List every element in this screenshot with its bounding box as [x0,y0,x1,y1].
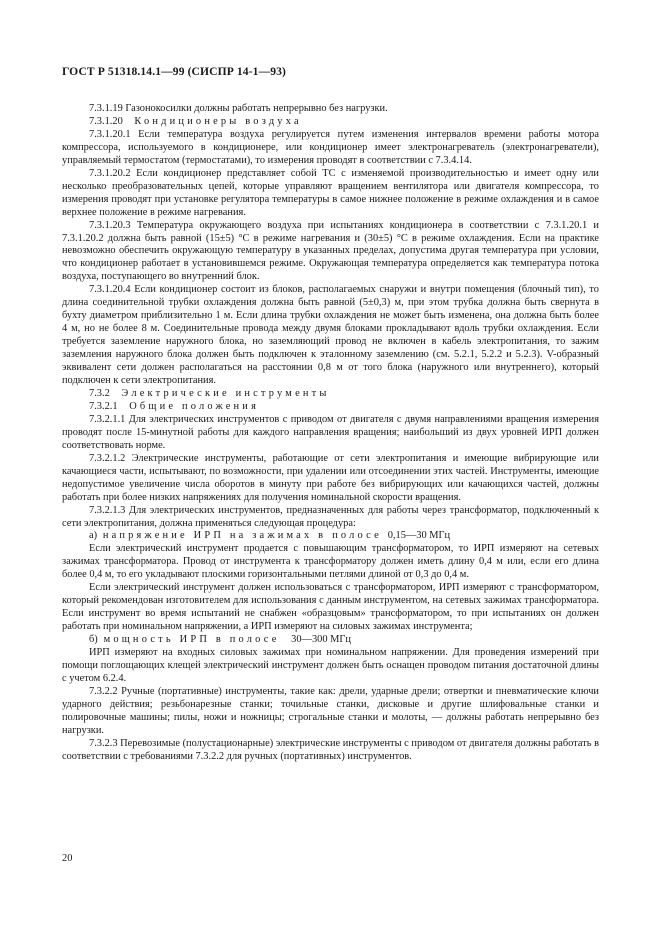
heading-number: 7.3.2 [89,387,110,399]
paragraph-7-3-1-19: 7.3.1.19 Газонокосилки должны работать непрерывно без нагрузки. [89,103,388,114]
list-heading-text: напряжение ИРП на зажимах в полосе [102,530,382,542]
paragraph-7-3-1-20-1: 7.3.1.20.1 Если температура воздуха регулируется путем изменения интервалов времени работы мотора компрессора, используемого в кондиционере, или кондиционер имеет электронагреватель (электронагреватели), управляемый термостатом (термостатами), то измерения проводят в соответствии с 7.3.4.14. [62,128,599,166]
paragraph-absorbing-clamp: ИРП измеряют на входных силовых зажимах при номинальном напряжении. Для проведения измерений при помощи поглощающих клещей электрический инструмент должен быть оснащен проводом питания достаточной длины с учетом 6.2.4. [62,647,599,684]
frequency-band: 30—300 МГц [291,634,351,646]
heading-text: Общие положения [129,400,260,412]
paragraph-7-3-2-1-1: 7.3.2.1.1 Для электрических инструментов с приводом от двигателя с двумя направлениями вращения измерения проводят после 15-минутной работы для каждого направления вращения; наибольший из двух уровней ИРП должен соответствовать норме. [62,413,599,451]
list-marker: б) [89,634,98,646]
heading-number: 7.3.1.20 [89,115,123,127]
list-marker: а) [89,530,98,542]
heading-text: Электрические инструменты [121,387,330,399]
frequency-band: 0,15—30 МГц [387,530,451,542]
heading-text: Кондиционеры воздуха [134,115,302,127]
list-item-a-heading [62,530,599,543]
paragraph-7-3-1-20-4: 7.3.1.20.4 Если кондиционер состоит из блоков, располагаемых снаружи и внутри помещения (блочный тип), то длина соединительной трубки охлаждения должна быть равной (5±0,3) м, при этом трубка должна быть свернута в бухту диаметром приблизительно 1 м. Если длина трубки охлаждения не может быть изменена, она должна быть более 4 м, но не более 8 м. Соединительные провода между двумя блоками прокладывают вдоль трубки охлаждения. Если требуется заземление наружного блока, но заземляющий провод не включен в кабель электропитания, то зажим заземления наружного блока должен быть подключен к эталонному заземлению (см. 5.2.1, 5.2.2 и 5.2.3). V-образный эквивалент сети должен располагаться на расстоянии 0,8 м от того блока (наружного или внутреннего), который подключен к сети электропитания. [62,284,599,387]
paragraph-7-3-2-1-3: 7.3.2.1.3 Для электрических инструментов, предназначенных для работы через трансформатор, подключенный к сети электропитания, должна применяться следующая процедура: [62,504,599,529]
heading-number: 7.3.2.1 [89,400,118,412]
paragraph-7-3-2-1-2: 7.3.2.1.2 Электрические инструменты, работающие от сети электропитания и имеющие вибрирующие или качающиеся части, испытывают, по возможности, при удалении или отсоединении этих частей. Инструменты, имеющие недопустимое увеличение числа оборотов в минуту при работе без вибрирующих или качающихся частей, должны работать при более низких напряжениях для получения номинальной скорости вращения. [62,452,599,503]
paragraph-transformer-use: Если электрический инструмент должен использоваться с трансформатором, ИРП измеряют с трансформатором, который рекомендован изготовителем для использования с данным инструментом, на сетевых зажимах трансформатора. Если инструмент во время испытаний не снабжен «образцовым» трансформатором, то при испытаниях он должен работать при номинальном напряжении, а ИРП измеряют на силовых зажимах инструмента; [62,582,599,633]
paragraph-7-3-1-20-3: 7.3.1.20.3 Температура окружающего воздуха при испытаниях кондиционера в соответствии с 7.3.1.20.1 и 7.3.1.20.2 должна быть равной (15±5) °С в режиме нагревания и (30±5) °С в режиме охлаждения. Если на практике невозможно обеспечить окружающую температуру в указанных пределах, допустима другая температура при условии, что кондиционер работает в установившемся режиме. Окружающая температура определяется как температура потока воздуха, поступающего во внутренний блок. [62,219,599,283]
list-item-b-heading [62,634,599,647]
standard-header: ГОСТ Р 51318.14.1—99 (СИСПР 14-1—93) [62,65,287,78]
section-heading-electric-tools [62,388,599,401]
paragraph-7-3-2-3: 7.3.2.3 Перевозимые (полустационарные) электрические инструменты с приводом от двигателя должны работать в соответствии с требованиями 7.3.2.2 для ручных (портативных) инструментов. [62,737,599,762]
list-heading-text: мощность ИРП в полосе [103,634,280,646]
paragraph-step-up-transformer: Если электрический инструмент продается с повышающим трансформатором, то ИРП измеряют на сетевых зажимах трансформатора. Провод от инструмента к трансформатору должен иметь длину 0,4 м или, если его длина более 0,4 м, то его укладывают плоскими горизонтальными петлями длиной от 0,3 до 0,4 м. [62,543,599,581]
page-number: 20 [62,853,73,864]
paragraph-7-3-1-20-2: 7.3.1.20.2 Если кондиционер представляет собой ТС с изменяемой производительностью и имеет одну или несколько преобразовательных цепей, которые управляют вращением вентилятора или двигателя компрессора, то измерения проводят при установке регулятора температуры в самое нижнее положение в режиме охлаждения и в самое верхнее положение в режиме нагревания. [62,167,599,218]
document-body [62,103,599,764]
subsection-heading-general [62,401,599,414]
paragraph-7-3-2-2: 7.3.2.2 Ручные (портативные) инструменты, такие как: дрели, ударные дрели; отвертки и пневматические ключи ударного действия; резьбонарезные станки; точильные станки, дисковые и другие шлифовальные станки и полировочные машины; пилы, ножи и ножницы; строгальные станки и молоты, — должны работать непрерывно без нагрузки. [62,685,599,736]
subsection-heading-air-conditioners [62,116,599,129]
